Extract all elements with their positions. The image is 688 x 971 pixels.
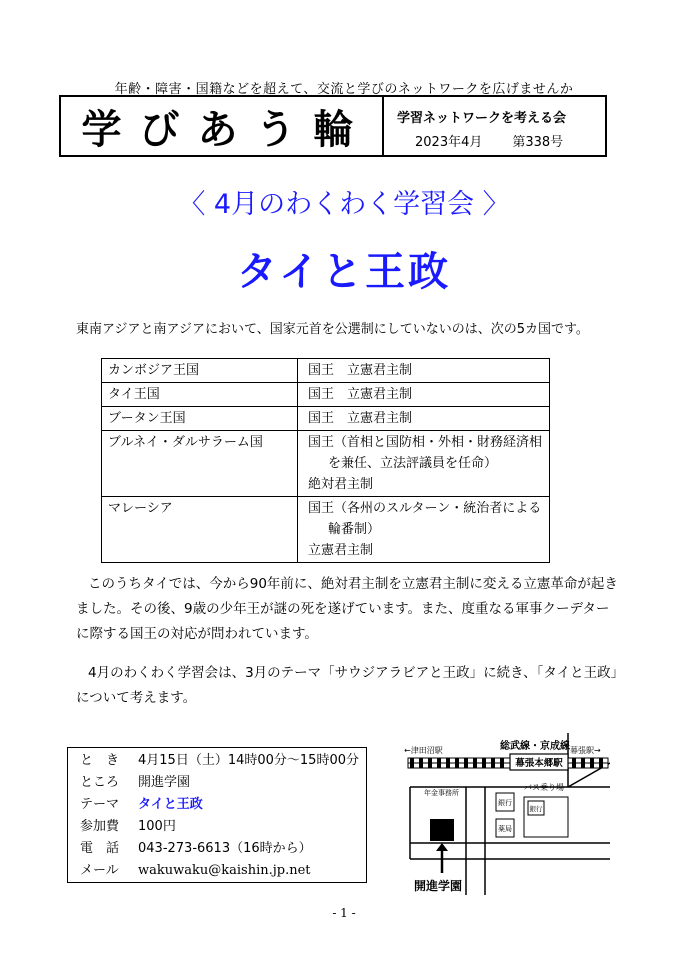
table-row [102, 359, 550, 383]
main-title: タイと王政 [236, 249, 452, 295]
country-cell: ブルネイ・ダルサラーム国 [102, 431, 298, 497]
intro-text: 東南アジアと南アジアにおいて、国家元首を公選制にしていないのは、次の5カ国です。 [76, 322, 589, 337]
system-line: 絶対君主制 [308, 477, 374, 492]
info-row-email [80, 860, 366, 882]
event-info-box [67, 747, 367, 883]
info-value: タイと王政 [138, 797, 203, 812]
system-cell [298, 383, 550, 407]
system-line: 国王 立憲君主制 [308, 387, 413, 402]
country-cell: ブータン王国 [102, 407, 298, 431]
monarchy-table [101, 358, 550, 563]
info-row-date [80, 750, 366, 772]
info-value: 開進学園 [138, 775, 191, 790]
pharmacy-label: 薬局 [498, 825, 512, 833]
kaishin-gakuen-building [430, 819, 454, 841]
info-label: と き [80, 753, 120, 768]
table-row [102, 497, 550, 563]
event-title: 〈 4月のわくわく学習会 〉 [178, 189, 510, 220]
country-cell: カンボジア王国 [102, 359, 298, 383]
info-row-theme [80, 794, 366, 816]
info-value: 4月15日（土）14時00分～15時00分 [138, 753, 359, 768]
system-line: を兼任、立法評議員を任命） [328, 456, 498, 471]
system-cell [298, 359, 550, 383]
table-row [102, 431, 550, 497]
issue-info [415, 131, 593, 150]
table-row [102, 407, 550, 431]
info-value: 100円 [138, 819, 176, 834]
info-row-phone [80, 838, 366, 860]
info-row-fee [80, 816, 366, 838]
destination-label: 開進学園 [413, 879, 463, 893]
system-line: 国王（各州のスルターン・統治者による [308, 501, 542, 516]
info-label: ところ [80, 775, 120, 790]
info-row-place [80, 772, 366, 794]
system-line: 輪番制） [328, 522, 381, 537]
masthead [59, 95, 607, 157]
info-value: 043-273-6613（16時から） [138, 841, 312, 856]
system-cell [298, 431, 550, 497]
arrow-head-icon [436, 843, 448, 851]
system-line: 国王 立憲君主制 [308, 411, 413, 426]
system-line: 立憲君主制 [308, 543, 374, 558]
info-value: wakuwaku@kaishin.jp.net [138, 863, 311, 878]
issue-date: 2023年4月 [415, 135, 483, 150]
page-number: - 1 - [332, 906, 356, 920]
pension-office-label: 年金事務所 [424, 789, 459, 797]
bus-stop-label: バス乗り場 [524, 783, 564, 792]
country-cell: マレーシア [102, 497, 298, 563]
tagline: 年齢・障害・国籍などを超えて、交流と学びのネットワークを広げませんか [114, 82, 574, 97]
system-line: 国王 立憲君主制 [308, 363, 413, 378]
info-label: テーマ [80, 797, 120, 812]
info-label: 参加費 [80, 819, 120, 834]
info-label: 電 話 [80, 841, 120, 856]
organization-name: 学習ネットワークを考える会 [397, 111, 567, 126]
paragraph-event-theme: 4月のわくわく学習会は、3月のテーマ「サウジアラビアと王政」に続き、「タイと王政」について考えます。 [76, 665, 618, 706]
issue-number: 第338号 [512, 135, 564, 150]
system-line: 国王（首相と国防相・外相・財務経済相 [308, 435, 543, 450]
station-label: 幕張本郷駅 [515, 758, 563, 769]
table-row [102, 383, 550, 407]
access-map [400, 723, 610, 895]
info-label: メール [80, 863, 119, 878]
system-cell [298, 497, 550, 563]
newsletter-logo: 学びあう輪 [61, 97, 384, 155]
right-station-label: 幕張駅→ [570, 746, 601, 755]
bank-label: 銀行 [529, 805, 543, 813]
country-cell: タイ王国 [102, 383, 298, 407]
bank-label: 銀行 [498, 799, 512, 807]
system-cell [298, 407, 550, 431]
left-station-label: ←津田沼駅 [404, 746, 443, 755]
railway-line-label: 総武線・京成線 [500, 741, 570, 752]
paragraph-tai-history: このうちタイでは、今から90年前に、絶対君主制を立憲君主制に変える立憲革命が起きました。その後、9歳の少年王が謎の死を遂げています。また、度重なる軍事クーデターに際する国王の対応が問われています。 [76, 576, 618, 642]
